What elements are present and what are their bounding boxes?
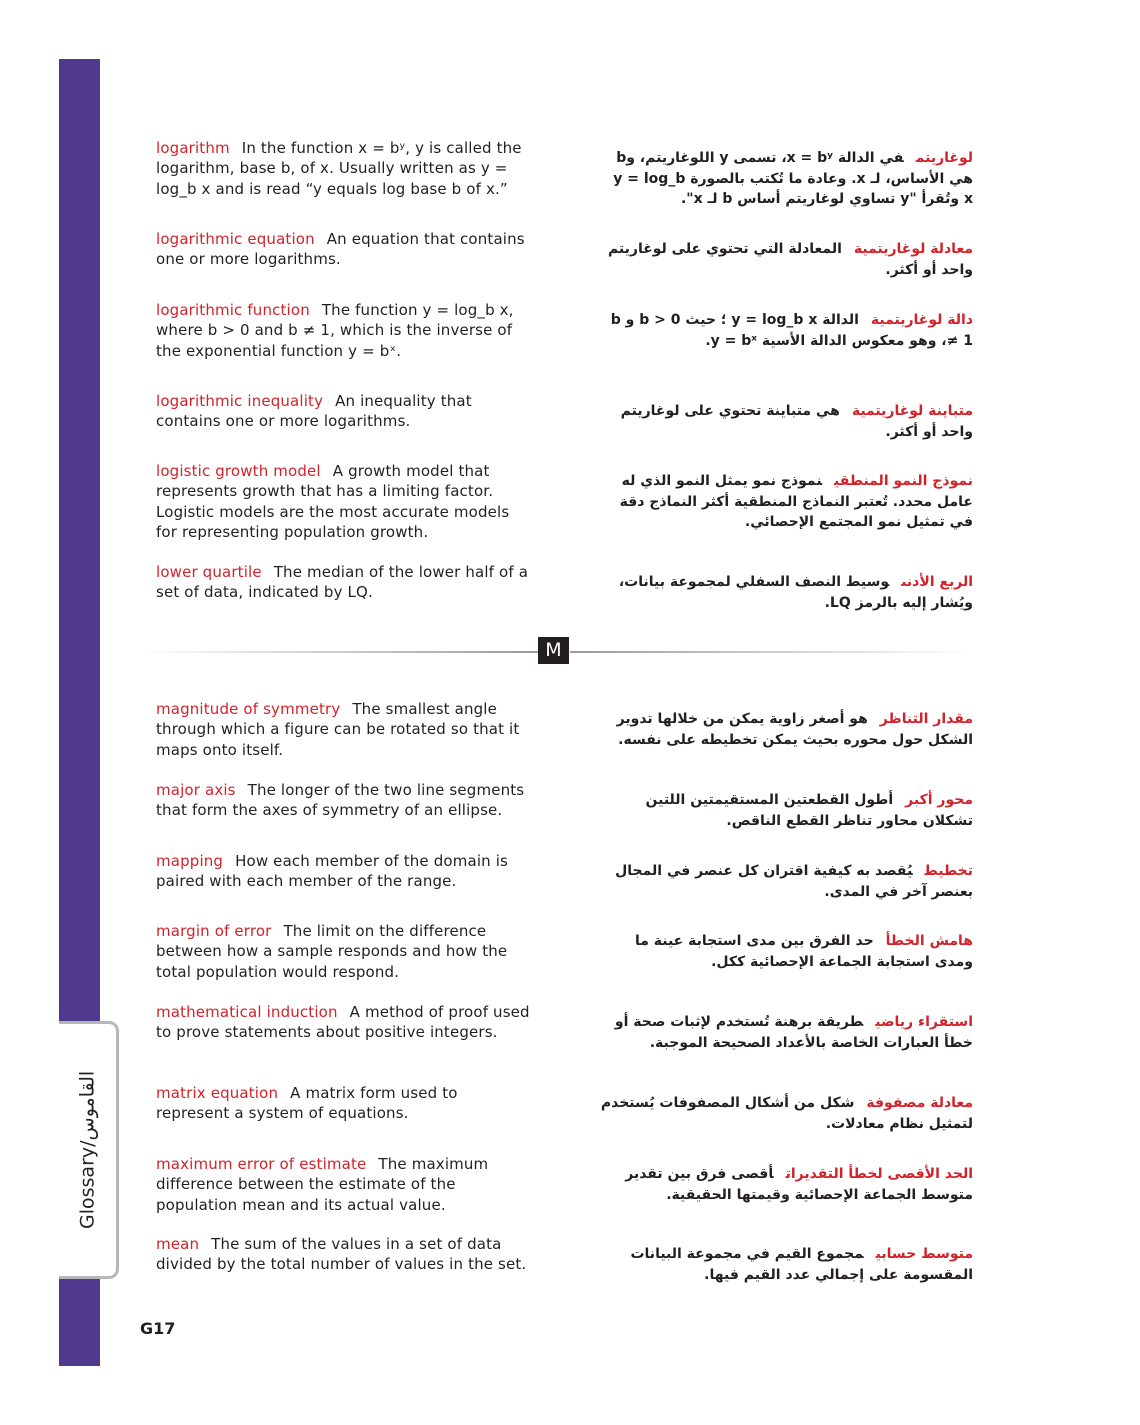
entry-en-logarithmic-equation (156, 229, 532, 270)
definition-en: The sum of the values in a set of data divided by the total number of values in the set. (156, 1235, 527, 1274)
definition-en: How each member of the domain is paired with each member of the range. (156, 852, 509, 891)
entry-ar-logarithm (600, 148, 973, 210)
term-ar: الربع الأدنى (901, 574, 973, 590)
term-ar: لوغاريتم (915, 150, 973, 166)
section-letter-m: M (538, 637, 569, 664)
definition-en: An inequality that contains one or more logarithms. (156, 392, 472, 431)
term-ar: هامش الخطأ (885, 933, 973, 949)
glossary-tab[interactable] (59, 1021, 119, 1279)
term-ar: نموذج النمو المنطقي (834, 473, 973, 489)
definition-en: A growth model that represents growth that has a limiting factor. Logistic models are the most accurate models for representing population growth. (156, 462, 510, 541)
definition-en: An equation that contains one or more logarithms. (156, 230, 525, 269)
entry-en-logistic-growth-model (156, 461, 532, 542)
term-en: mathematical induction (156, 1003, 338, 1021)
entry-en-lower-quartile (156, 562, 532, 603)
term-ar: متوسط حسابي (875, 1246, 973, 1262)
definition-ar: هو أصغر زاوية يمكن من خلالها تدوير الشكل حول محوره بحيث يمكن تخطيطه على نفسه. (616, 711, 973, 748)
definition-en: The smallest angle through which a figure can be rotated so that it maps onto itself. (156, 700, 520, 759)
entry-en-magnitude-of-symmetry (156, 699, 532, 760)
definition-en: The longer of the two line segments that form the axes of symmetry of an ellipse. (156, 781, 525, 820)
definition-ar: شكل من أشكال المصفوفات يُستخدم لتمثيل نظام معادلات. (600, 1095, 973, 1132)
term-en: major axis (156, 781, 236, 799)
definition-ar: هي متباينة تحتوي على لوغاريتم واحد أو أكثر. (620, 403, 973, 440)
section-divider-right (570, 651, 972, 653)
term-en: logarithmic function (156, 301, 310, 319)
term-en: maximum error of estimate (156, 1155, 367, 1173)
entry-en-margin-of-error (156, 921, 532, 982)
entry-en-mapping (156, 851, 532, 892)
term-en: margin of error (156, 922, 272, 940)
term-ar: الحد الأقصى لخطأ التقديرات (785, 1166, 973, 1182)
entry-en-logarithmic-function (156, 300, 532, 361)
entry-ar-maximum-error-of-estimate (600, 1164, 973, 1205)
entry-ar-major-axis (600, 790, 973, 831)
definition-ar: يُقصد به كيفية اقتران كل عنصر في المجال بعنصر آخر في المدى. (615, 863, 973, 900)
entry-en-major-axis (156, 780, 532, 821)
entry-en-logarithm (156, 138, 532, 199)
term-en: logarithmic inequality (156, 392, 324, 410)
entry-en-maximum-error-of-estimate (156, 1154, 532, 1215)
term-ar: دالة لوغاريتمية (870, 312, 973, 328)
entry-en-matrix-equation (156, 1083, 532, 1124)
definition-ar: مجموع القيم في مجموعة البيانات المقسومة على إجمالي عدد القيم فيها. (630, 1246, 973, 1283)
entry-en-mean (156, 1234, 532, 1275)
term-en: logistic growth model (156, 462, 321, 480)
entry-ar-logistic-growth-model (600, 471, 973, 533)
page-number: G17 (140, 1319, 176, 1338)
definition-en: The function y = log_b x, where b > 0 and b ≠ 1, which is the inverse of the exponential function y = bˣ. (156, 301, 514, 360)
definition-ar: الدالة y = log_b x ؛ حيث b > 0 و b ≠ 1، وهو معكوس الدالة الأسية y = bˣ. (610, 312, 973, 349)
entry-en-logarithmic-inequality (156, 391, 532, 432)
term-en: matrix equation (156, 1084, 279, 1102)
definition-ar: طريقة برهنة تُستخدم لإثبات صحة أو خطأ العبارات الخاصة بالأعداد الصحيحة الموجبة. (614, 1014, 973, 1051)
entry-ar-mathematical-induction (600, 1012, 973, 1053)
entry-ar-logarithmic-equation (600, 239, 973, 280)
term-ar: متباينة لوغاريتمية (851, 403, 973, 419)
entry-ar-matrix-equation (600, 1093, 973, 1134)
term-ar: معادلة لوغاريتمية (853, 241, 973, 257)
definition-en: The maximum difference between the estimate of the population mean and its actual value. (156, 1155, 489, 1214)
definition-en: In the function x = bʸ, y is called the logarithm, base b, of x. Usually written as y = log_b x and is read “y equals log base b of x.” (156, 139, 522, 198)
definition-ar: نموذج نمو يمثل النمو الذي له عامل محدد. تُعتبر النماذج المنطقية أكثر النماذج دقة في تمثيل نمو المجتمع الإحصائي. (619, 473, 973, 531)
definition-ar: حد الفرق بين مدى استجابة عينة ما ومدى استجابة الجماعة الإحصائية ككل. (634, 933, 973, 970)
term-ar: مقدار التناظر (879, 711, 973, 727)
entry-ar-lower-quartile (600, 572, 973, 613)
entry-ar-mean (600, 1244, 973, 1285)
entry-ar-logarithmic-inequality (600, 401, 973, 442)
glossary-tab-label: Glossary/القاموس (76, 1070, 99, 1230)
term-ar: استقراء رياضي (875, 1014, 973, 1030)
definition-en: A method of proof used to prove statements about positive integers. (156, 1003, 530, 1042)
term-ar: تخطيط (924, 863, 973, 879)
definition-en: The median of the lower half of a set of data, indicated by LQ. (156, 563, 529, 602)
term-ar: محور أكبر (905, 792, 973, 808)
term-en: lower quartile (156, 563, 262, 581)
definition-ar: أطول القطعتين المستقيمتين اللتين تشكلان محاور تناظر القطع الناقص. (645, 792, 973, 829)
definition-ar: وسيط النصف السفلي لمجموعة بيانات، ويُشار إليه بالرمز LQ. (618, 574, 973, 611)
term-en: magnitude of symmetry (156, 700, 341, 718)
definition-en: The limit on the difference between how a sample responds and how the total population would respond. (156, 922, 508, 981)
definition-ar: في الدالة x = bʸ، تسمى y اللوغاريتم، وb هي الأساس، لـ x. وعادة ما تُكتب بالصورة y = log_b x وتُقرأ "y تساوي لوغاريتم أساس b لـ x". (613, 150, 973, 208)
entry-ar-mapping (600, 861, 973, 902)
definition-en: A matrix form used to represent a system of equations. (156, 1084, 458, 1123)
term-ar: معادلة مصفوفة (866, 1095, 973, 1111)
term-en: logarithmic equation (156, 230, 315, 248)
entry-ar-margin-of-error (600, 931, 973, 972)
term-en: mapping (156, 852, 224, 870)
entry-en-mathematical-induction (156, 1002, 532, 1043)
entry-ar-magnitude-of-symmetry (600, 709, 973, 750)
definition-ar: المعادلة التي تحتوي على لوغاريتم واحد أو أكثر. (607, 241, 973, 278)
section-divider-left (138, 651, 538, 653)
term-en: mean (156, 1235, 200, 1253)
entry-ar-logarithmic-function (600, 310, 973, 351)
term-en: logarithm (156, 139, 230, 157)
definition-ar: أقصى فرق بين تقدير متوسط الجماعة الإحصائية وقيمتها الحقيقية. (625, 1166, 973, 1203)
